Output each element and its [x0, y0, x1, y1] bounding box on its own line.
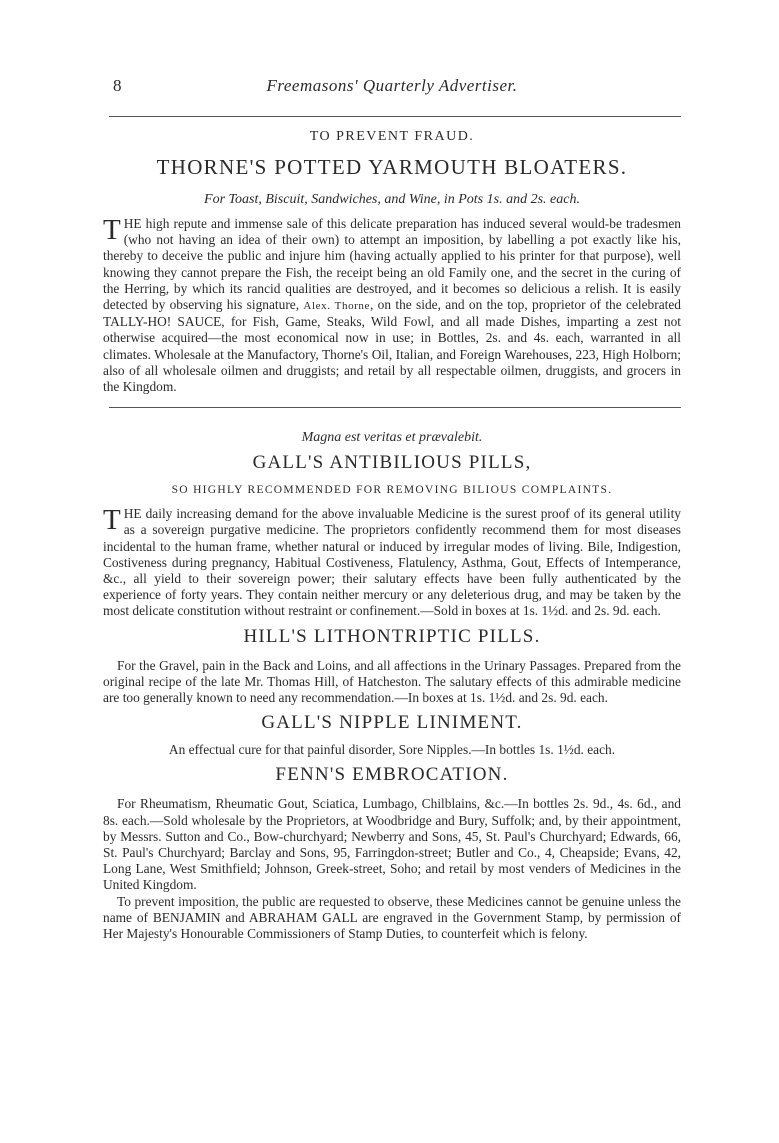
running-title: Freemasons' Quarterly Advertiser.: [266, 76, 518, 95]
warning-part-2: are engraved in the Government Stamp, by permission of Her Majesty's Honourable Commissioners of Stamp Duties, to counterfeit which is felony.: [103, 909, 681, 942]
proprietor-names: BENJAMIN and ABRAHAM GALL: [152, 909, 358, 925]
header-rule: [109, 116, 681, 117]
page-header: [103, 72, 681, 102]
advert-title: GALL'S ANTIBILIOUS PILLS,: [252, 452, 532, 474]
advert-subtitle: For Toast, Biscuit, Sandwiches, and Wine, in Pots 1s. and 2s. each.: [204, 192, 580, 207]
imposition-warning: [103, 894, 681, 943]
advert-body: For Rheumatism, Rheumatic Gout, Sciatica, Lumbago, Chilblains, &c.—In bottles 2s. 9d., 4s. 6d., and 8s. each.—Sold wholesale by the Proprietors, at Woodbridge and Bury, Suffolk; and, by their appointment, by Messrs. Sutton and Co., Bow-churchyard; Newberry and Sons, 45, St. Paul's Churchyard; Edwards, 66, St. Paul's Churchyard; Barclay and Sons, 95, Farringdon-street; Butler and Co., 4, Cheapside; Evans, 42, Long Lane, West Smithfield; Johnson, Greek-street, Soho; and retail by most venders of Medicines in the United Kingdom.: [103, 796, 681, 893]
latin-motto: Magna est veritas et prævalebit.: [301, 430, 483, 446]
advert-body: An effectual cure for that painful disorder, Sore Nipples.—In bottles 1s. 1½d. each.: [168, 742, 616, 758]
advert-title: THORNE'S POTTED YARMOUTH BLOATERS.: [156, 155, 628, 179]
warning-part-1: To prevent imposition, the public are requested to observe, these Medicines cannot be genuine unless the name of: [103, 893, 681, 925]
advert-caps-line: SO HIGHLY RECOMMENDED FOR REMOVING BILIOUS COMPLAINTS.: [171, 484, 613, 497]
nipple-liniment-advert: [103, 712, 681, 758]
antibilious-pills-advert: [103, 430, 681, 619]
embrocation-advert: [103, 764, 681, 942]
page-number: 8: [113, 76, 122, 95]
lithontriptic-pills-advert: [103, 626, 681, 707]
advert-title: HILL'S LITHONTRIPTIC PILLS.: [243, 625, 541, 647]
advert-body: [103, 216, 681, 395]
advert-body-part-2: , on the side, and on the top, proprietor of the celebrated TALLY-HO! SAUCE, for Fish, Game, Steaks, Wild Fowl, and all made Dishes, imparting a zest not otherwise acquired—the most economical now in use; in Bottles, 2s. and 4s. each, warranted in all climates. Wholesale at the Manufactory, Thorne's Oil, Italian, and Foreign Warehouses, 223, High Holborn; also of all wholesale oilmen and druggists; and retail by all respectable oilmen, druggists, and grocers in the Kingdom.: [103, 297, 681, 395]
advert-body-part-1: THE high repute and immense sale of this delicate preparation has induced several would-be tradesmen (who not having an idea of their own) to attempt an imposition, by labelling a pot exactly like his, thereby to deceive the public and injure him (having actually applied to his printer for that purpose), well knowing they cannot prepare the Fish, the receipt being an old Family one, and the secret in the curing of the Herring, by which its rancid qualities are destroyed, and it becomes so delicious a relish. It is easily detected by observing his signature,: [103, 214, 681, 313]
proprietor-signature: Alex. Thorne: [303, 300, 371, 313]
section-rule: [109, 407, 681, 408]
advertiser-page: [103, 72, 681, 942]
advert-body: For the Gravel, pain in the Back and Loins, and all affections in the Urinary Passages. Prepared from the original recipe of the late Mr. Thomas Hill, of Hatcheston. The salutary effects of this admirable medicine are too generally known to need any recommendation.—In boxes at 1s. 1½d. and 2s. 9d. each.: [103, 657, 681, 706]
advert-kicker: TO PREVENT FRAUD.: [309, 129, 475, 144]
advert-body: THE daily increasing demand for the above invaluable Medicine is the surest proof of its general utility as a sovereign purgative medicine. The proprietors confidently recommend them for most diseases incidental to the human frame, whether natural or induced by irregular modes of living. Bile, Indigestion, Costiveness during pregnancy, Habitual Costiveness, Flatulency, Asthma, Gout, Effects of Intemperance, &c., all yield to their sovereign power; their salutary effects have been fully authenticated by the experience of forty years. They contain neither mercury or any deleterious drug, and may be taken by the most delicate constitution without restraint or confinement.—Sold in boxes at 1s. 1½d. and 2s. 9d. each.: [103, 504, 681, 619]
advert-title: GALL'S NIPPLE LINIMENT.: [261, 712, 523, 734]
thorne-bloaters-advert: [103, 129, 681, 395]
advert-title: FENN'S EMBROCATION.: [275, 764, 509, 786]
